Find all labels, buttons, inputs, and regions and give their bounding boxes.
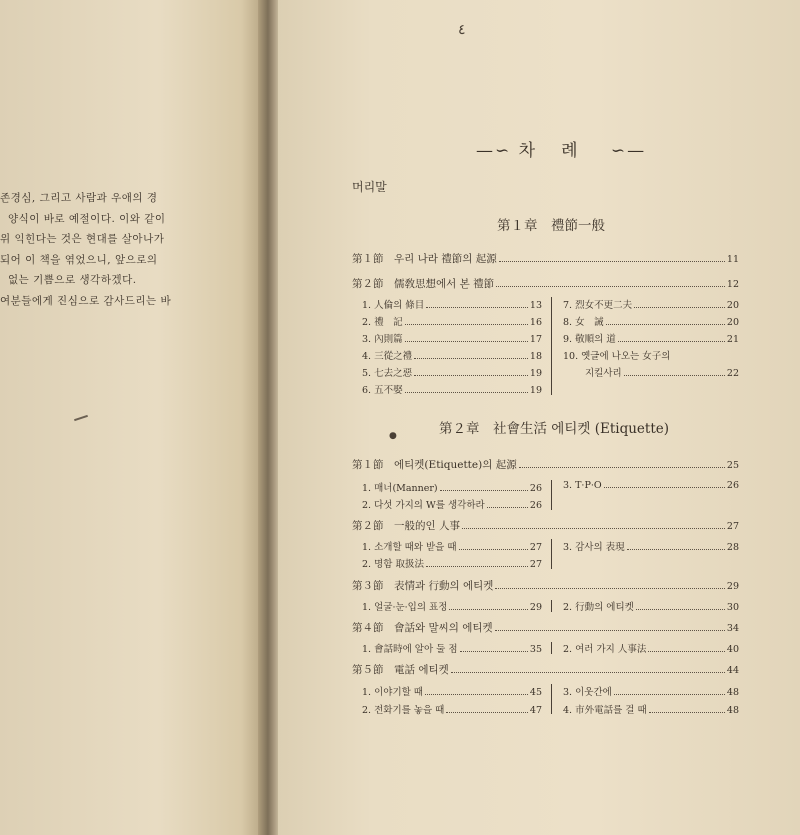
column-divider	[551, 297, 552, 395]
left-text-line: 없는 기쁨으로 생각하겠다.	[8, 274, 137, 286]
toc-item	[563, 480, 739, 491]
page-mark: ٤	[458, 22, 466, 38]
page-number: 20	[726, 317, 739, 328]
preface-entry: 머리말	[352, 180, 387, 194]
page-number: 48	[726, 687, 739, 698]
item-label: 3. T·P·O	[563, 480, 602, 491]
item-label: 1. 人倫의 條目	[362, 300, 425, 311]
item-label: 2. 다섯 가지의 W를 생각하라	[362, 500, 485, 511]
toc-item	[362, 702, 542, 716]
toc-item	[362, 480, 542, 494]
item-label: 7. 烈女不更二夫	[563, 300, 633, 311]
page-number: 20	[726, 300, 739, 311]
page-number: 27	[726, 521, 739, 532]
item-label: 2. 전화기를 놓을 때	[362, 705, 445, 716]
page-number: 29	[529, 602, 542, 613]
item-label: 4. 三從之禮	[362, 351, 413, 362]
item-label: 2. 禮 記	[362, 317, 403, 328]
page-number: 30	[726, 602, 739, 613]
section-label: 第２節 一般的인 人事	[352, 520, 460, 532]
toc-item	[362, 599, 542, 613]
toc-item	[362, 297, 542, 311]
toc-item	[563, 684, 739, 698]
item-label: 2. 行動의 에티켓	[563, 602, 634, 613]
page-number: 27	[529, 559, 542, 570]
toc-item	[563, 297, 739, 311]
page-number: 19	[529, 368, 542, 379]
ink-dot: ●	[389, 431, 397, 441]
toc-title-text: 차례	[518, 141, 604, 161]
toc-item	[563, 641, 739, 655]
page-number: 47	[529, 705, 542, 716]
section-label: 第５節 電話 에티켓	[352, 664, 449, 676]
item-label: 3. 감사의 表現	[563, 542, 625, 553]
left-page-text	[0, 188, 171, 311]
toc-item	[362, 382, 542, 396]
toc-item	[362, 365, 542, 379]
page-number: 16	[529, 317, 542, 328]
item-label: 3. 이웃간에	[563, 687, 612, 698]
page-number: 26	[726, 480, 739, 491]
item-label: 10. 옛글에 나오는 女子의	[563, 351, 671, 362]
page-number: 18	[529, 351, 542, 362]
section-label: 第１節 에티켓(Etiquette)의 起源	[352, 459, 517, 471]
item-label: 지킬사리	[585, 368, 622, 379]
section-label: 第２節 儒敎思想에서 본 禮節	[352, 278, 495, 290]
left-page	[0, 0, 262, 835]
book-gutter	[258, 0, 280, 835]
pencil-mark	[74, 415, 88, 421]
left-text-line: 양식이 바로 예절이다. 이와 같이	[8, 212, 166, 225]
page-number: 35	[529, 644, 542, 655]
item-label: 1. 매너(Manner)	[362, 483, 438, 494]
page-number: 34	[726, 623, 739, 634]
page-number: 27	[529, 542, 542, 553]
toc-section	[352, 457, 739, 472]
toc-item	[563, 539, 739, 553]
toc-item	[362, 314, 542, 328]
toc-item	[362, 684, 542, 698]
toc-section	[352, 662, 739, 677]
item-label: 1. 얼굴·눈·입의 표정	[362, 602, 448, 613]
toc-item	[362, 497, 542, 511]
section-label: 第３節 表情과 行動의 에티켓	[352, 580, 494, 592]
toc-item	[362, 539, 542, 553]
page-number: 13	[529, 300, 542, 311]
page-number: 19	[529, 385, 542, 396]
item-label: 1. 소개할 때와 받을 때	[362, 542, 457, 553]
item-label: 1. 이야기할 때	[362, 687, 423, 698]
page-number: 26	[529, 500, 542, 511]
column-divider	[551, 642, 552, 654]
page-number: 28	[726, 542, 739, 553]
section-label: 第４節 會話와 말씨의 에티켓	[352, 622, 493, 634]
toc-item	[362, 556, 542, 570]
left-text-line: 여분들에게 진심으로 감사드리는 바	[0, 294, 172, 307]
page-number: 45	[529, 687, 542, 698]
toc-item	[563, 702, 739, 716]
left-text-line: 존경심, 그리고 사람과 우애의 경	[0, 192, 158, 204]
page-number: 11	[726, 254, 739, 265]
page-number: 44	[726, 665, 739, 676]
page-number: 26	[529, 483, 542, 494]
page-number: 25	[726, 460, 739, 471]
toc-item	[563, 314, 739, 328]
left-text-line: 위 익힌다는 것은 현대를 살아나가	[0, 233, 165, 245]
page-number: 48	[726, 705, 739, 716]
toc-item	[362, 641, 542, 655]
section-label: 第１節 우리 나라 禮節의 起源	[352, 253, 497, 265]
toc-section	[352, 518, 739, 533]
item-label: 5. 七去之惡	[362, 368, 413, 379]
item-label: 6. 五不娶	[362, 385, 403, 396]
page-number: 17	[529, 334, 542, 345]
item-label: 3. 內則篇	[362, 334, 403, 345]
column-divider	[551, 480, 552, 510]
item-label: 2. 명함 取扱法	[362, 559, 424, 570]
column-divider	[551, 600, 552, 612]
toc-title	[476, 136, 646, 161]
item-label: 9. 敬順의 道	[563, 334, 616, 345]
toc-item	[563, 331, 739, 345]
title-ornament-left: —∽	[476, 141, 512, 161]
left-text-line: 되어 이 책을 엮었으니, 앞으로의	[0, 253, 158, 266]
page-number: 21	[726, 334, 739, 345]
page-number: 29	[726, 581, 739, 592]
item-label: 4. 市外電話를 걸 때	[563, 705, 647, 716]
toc-item	[585, 365, 739, 379]
page-number: 12	[726, 279, 739, 290]
item-label: 8. 女 誡	[563, 317, 604, 328]
toc-item	[362, 331, 542, 345]
toc-section	[352, 251, 739, 266]
chapter-1-heading: 第１章 禮節一般	[497, 218, 605, 234]
toc-section	[352, 578, 739, 593]
toc-item	[362, 348, 542, 362]
item-label: 2. 여러 가지 人事法	[563, 644, 647, 655]
column-divider	[551, 684, 552, 714]
column-divider	[551, 539, 552, 569]
page-number: 22	[726, 368, 739, 379]
title-ornament-right: ∽—	[610, 141, 647, 161]
toc-item	[563, 599, 739, 613]
chapter-2-heading: 第２章 社會生活 에티켓 (Etiquette)	[439, 421, 670, 437]
item-label: 1. 會話時에 알아 둘 점	[362, 644, 458, 655]
toc-section	[352, 620, 739, 635]
page-number: 40	[726, 644, 739, 655]
toc-section	[352, 276, 739, 291]
